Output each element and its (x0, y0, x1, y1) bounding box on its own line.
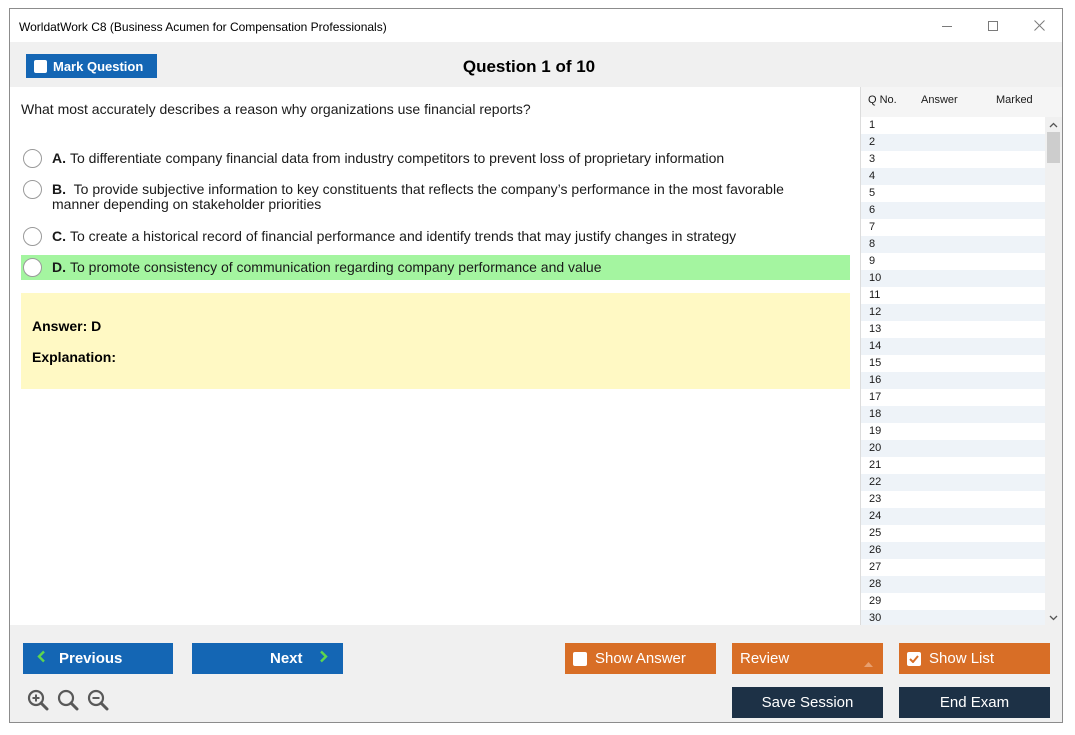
close-button[interactable] (1016, 9, 1062, 42)
window-title: WorldatWork C8 (Business Acumen for Compensation Professionals) (19, 20, 387, 34)
list-item[interactable]: 27 (869, 561, 882, 573)
explanation-label: Explanation: (32, 349, 117, 365)
mark-question-label: Mark Question (53, 58, 144, 74)
radio-icon[interactable] (23, 258, 42, 277)
list-item[interactable]: 30 (861, 610, 1045, 625)
question-header (10, 42, 1062, 87)
list-item[interactable]: 20 (861, 440, 1045, 457)
option-text: To promote consistency of communication regarding company performance and value (70, 259, 602, 275)
question-text: What most accurately describes a reason why organizations use financial reports? (21, 101, 531, 117)
question-list-header (861, 87, 1062, 117)
close-icon (1034, 20, 1045, 31)
option-text: To provide subjective information to key constituents that reflects the company’s performance in the most favorable (73, 181, 784, 197)
show-answer-button[interactable] (565, 643, 716, 674)
list-item[interactable]: 5 (869, 187, 876, 199)
app-window (9, 8, 1063, 723)
next-button[interactable] (192, 643, 343, 674)
list-item[interactable]: 13 (869, 323, 882, 335)
list-item[interactable]: 8 (861, 236, 1045, 253)
previous-label: Previous (59, 650, 123, 667)
list-item[interactable]: 12 (861, 304, 1045, 321)
list-item[interactable]: 9 (869, 255, 876, 267)
previous-button[interactable] (23, 643, 173, 674)
option-letter: D. (52, 259, 66, 275)
list-item[interactable]: 11 (869, 289, 881, 301)
option-letter: A. (52, 150, 66, 166)
radio-icon[interactable] (23, 149, 42, 168)
save-session-label: Save Session (761, 694, 854, 711)
list-item[interactable]: 7 (869, 221, 876, 233)
show-list-label: Show List (929, 650, 995, 667)
list-item[interactable]: 19 (869, 425, 882, 437)
column-answer: Answer (921, 94, 958, 106)
list-item[interactable]: 1 (869, 119, 876, 131)
scroll-thumb[interactable] (1047, 132, 1060, 163)
list-item[interactable]: 21 (869, 459, 882, 471)
option-letter: C. (52, 228, 66, 244)
question-list[interactable] (861, 117, 1045, 625)
option-c[interactable] (21, 229, 850, 246)
answer-label: Answer: D (32, 318, 102, 334)
option-text-continued: manner depending on stakeholder priorities (52, 196, 322, 212)
list-item[interactable]: 15 (869, 357, 882, 369)
zoom-out-icon[interactable] (87, 689, 109, 711)
list-item[interactable]: 22 (861, 474, 1045, 491)
option-b-text-block (52, 182, 784, 212)
list-item[interactable]: 18 (861, 406, 1045, 423)
radio-icon[interactable] (23, 180, 42, 199)
question-list-panel (860, 87, 1062, 625)
review-label: Review (740, 650, 790, 667)
option-letter: B. (52, 181, 66, 197)
footer-toolbar (10, 625, 1062, 723)
show-answer-label: Show Answer (595, 650, 686, 667)
list-item[interactable]: 28 (861, 576, 1045, 593)
column-marked: Marked (996, 94, 1033, 106)
question-panel (10, 87, 860, 625)
zoom-in-icon[interactable] (27, 689, 49, 711)
next-label: Next (270, 650, 303, 667)
question-list-scrollbar[interactable] (1045, 117, 1062, 625)
list-item[interactable]: 6 (861, 202, 1045, 219)
list-item[interactable]: 3 (869, 153, 876, 165)
option-d[interactable] (21, 255, 850, 280)
column-q-no: Q No. (868, 94, 897, 106)
option-a[interactable] (21, 151, 850, 168)
checkbox-icon (573, 652, 587, 666)
title-bar (10, 9, 1062, 42)
chevron-right-icon (319, 650, 328, 667)
minimize-icon (942, 21, 952, 31)
checkbox-checked-icon (907, 652, 921, 666)
list-item[interactable]: 24 (861, 508, 1045, 525)
review-dropdown[interactable] (732, 643, 883, 674)
maximize-button[interactable] (970, 9, 1016, 42)
option-text: To differentiate company financial data from industry competitors to prevent loss of proprietary information (70, 150, 725, 166)
answer-explanation-box (21, 293, 850, 389)
chevron-left-icon (37, 650, 46, 667)
end-exam-button[interactable] (899, 687, 1050, 718)
list-item[interactable]: 2 (861, 134, 1045, 151)
zoom-reset-icon[interactable] (57, 689, 79, 711)
list-item[interactable]: 29 (869, 595, 882, 607)
minimize-button[interactable] (924, 9, 970, 42)
list-item[interactable]: 4 (861, 168, 1045, 185)
list-item[interactable]: 23 (869, 493, 882, 505)
dropdown-arrow-icon (864, 655, 873, 672)
maximize-icon (988, 21, 998, 31)
list-item[interactable]: 10 (861, 270, 1045, 287)
list-item[interactable]: 14 (861, 338, 1045, 355)
option-text: To create a historical record of financial performance and identify trends that may justify changes in strategy (70, 228, 737, 244)
end-exam-label: End Exam (939, 694, 1010, 711)
list-item[interactable]: 25 (869, 527, 882, 539)
question-counter: Question 1 of 10 (462, 57, 596, 76)
show-list-button[interactable] (899, 643, 1050, 674)
list-item[interactable]: 17 (869, 391, 882, 403)
radio-icon[interactable] (23, 227, 42, 246)
option-b[interactable] (21, 182, 850, 212)
list-item[interactable]: 16 (861, 372, 1045, 389)
scroll-down-icon[interactable] (1045, 610, 1062, 625)
scroll-up-icon[interactable] (1045, 117, 1062, 132)
list-item[interactable]: 26 (861, 542, 1045, 559)
save-session-button[interactable] (732, 687, 883, 718)
zoom-controls (27, 689, 109, 711)
